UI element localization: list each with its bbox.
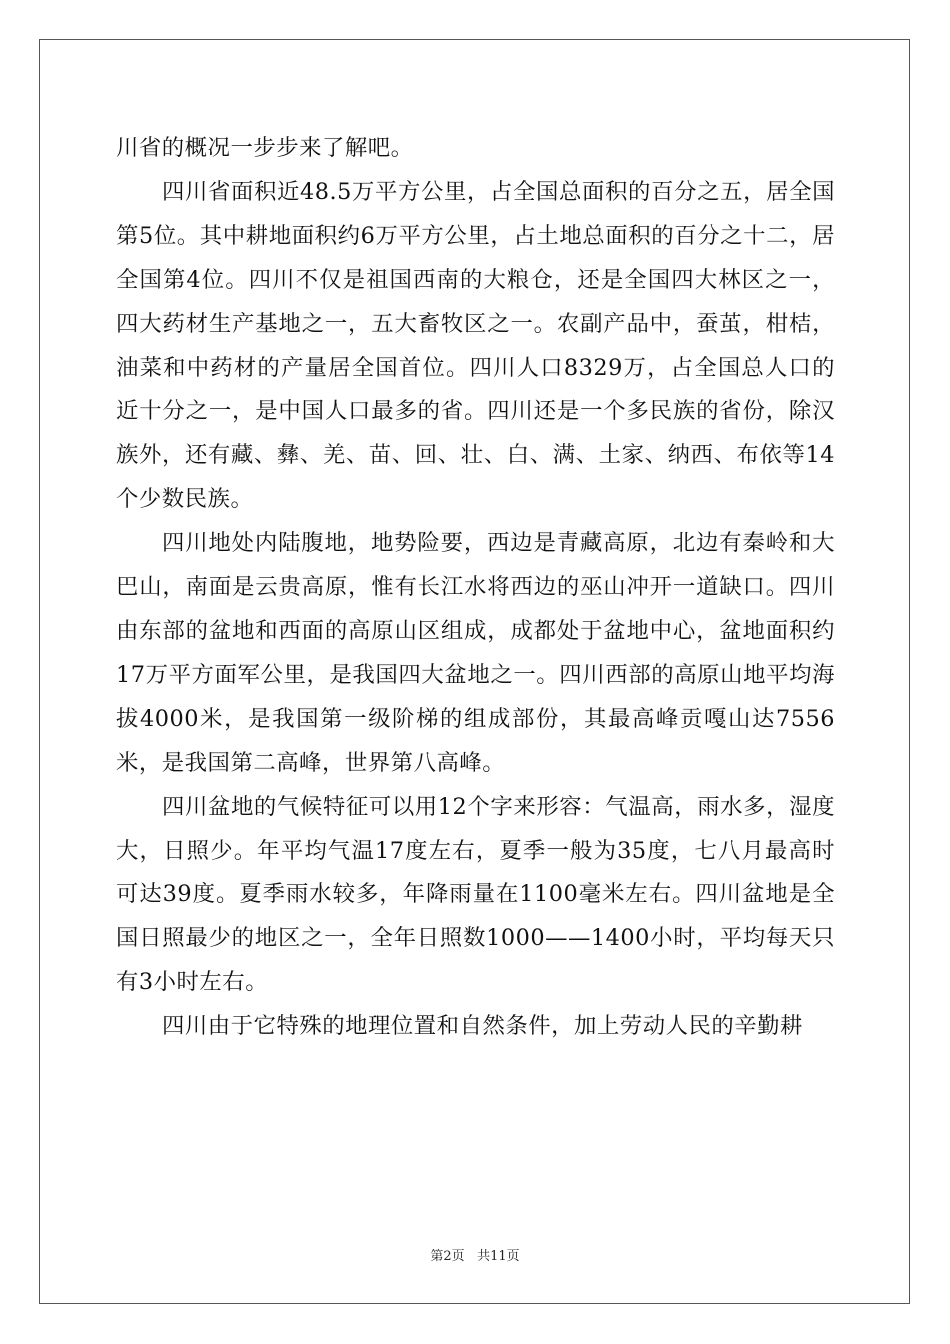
page-footer xyxy=(0,1248,950,1266)
paragraph-climate: 四川盆地的气候特征可以用12个字来形容：气温高，雨水多，湿度大，日照少。年平均气温17度左右，夏季一般为35度，七八月最高时可达39度。夏季雨水较多，年降雨量在1100毫米左右。四川盆地是全国日照最少的地区之一，全年日照数1000——1400小时，平均每天只有3小时左右。 xyxy=(116,793,835,996)
paragraph-intro-tail: 川省的概况一步步来了解吧。 xyxy=(116,135,414,161)
paragraph-resources-start: 四川由于它特殊的地理位置和自然条件，加上劳动人民的辛勤耕 xyxy=(162,1013,803,1040)
document-body xyxy=(116,127,835,1049)
paragraph-area-population: 四川省面积近48.5万平方公里，占全国总面积的百分之五，居全国第5位。其中耕地面积约6万平方公里，占土地总面积的百分之十二，居全国第4位。四川不仅是祖国西南的大粮仓，还是全国四大林区之一，四大药材生产基地之一，五大畜牧区之一。农副产品中，蚕茧，柑桔，油菜和中药材的产量居全国首位。四川人口8329万，占全国总人口的近十分之一，是中国人口最多的省。四川还是一个多民族的省份，除汉族外，还有藏、彝、羌、苗、回、壮、白、满、土家、纳西、布依等14个少数民族。 xyxy=(116,178,835,513)
page-total: 共11页 xyxy=(477,1249,520,1264)
paragraph-terrain: 四川地处内陆腹地，地势险要，西边是青藏高原，北边有秦岭和大巴山，南面是云贵高原，惟有长江水将西边的巫山冲开一道缺口。四川由东部的盆地和西面的高原山区组成，成都处于盆地中心，盆地面积约17万平方面军公里，是我国四大盆地之一。四川西部的高原山地平均海拔4000米，是我国第一级阶梯的组成部份，其最高峰贡嘎山达7556米，是我国第二高峰，世界第八高峰。 xyxy=(116,530,835,776)
page-number: 第2页 xyxy=(430,1249,465,1264)
